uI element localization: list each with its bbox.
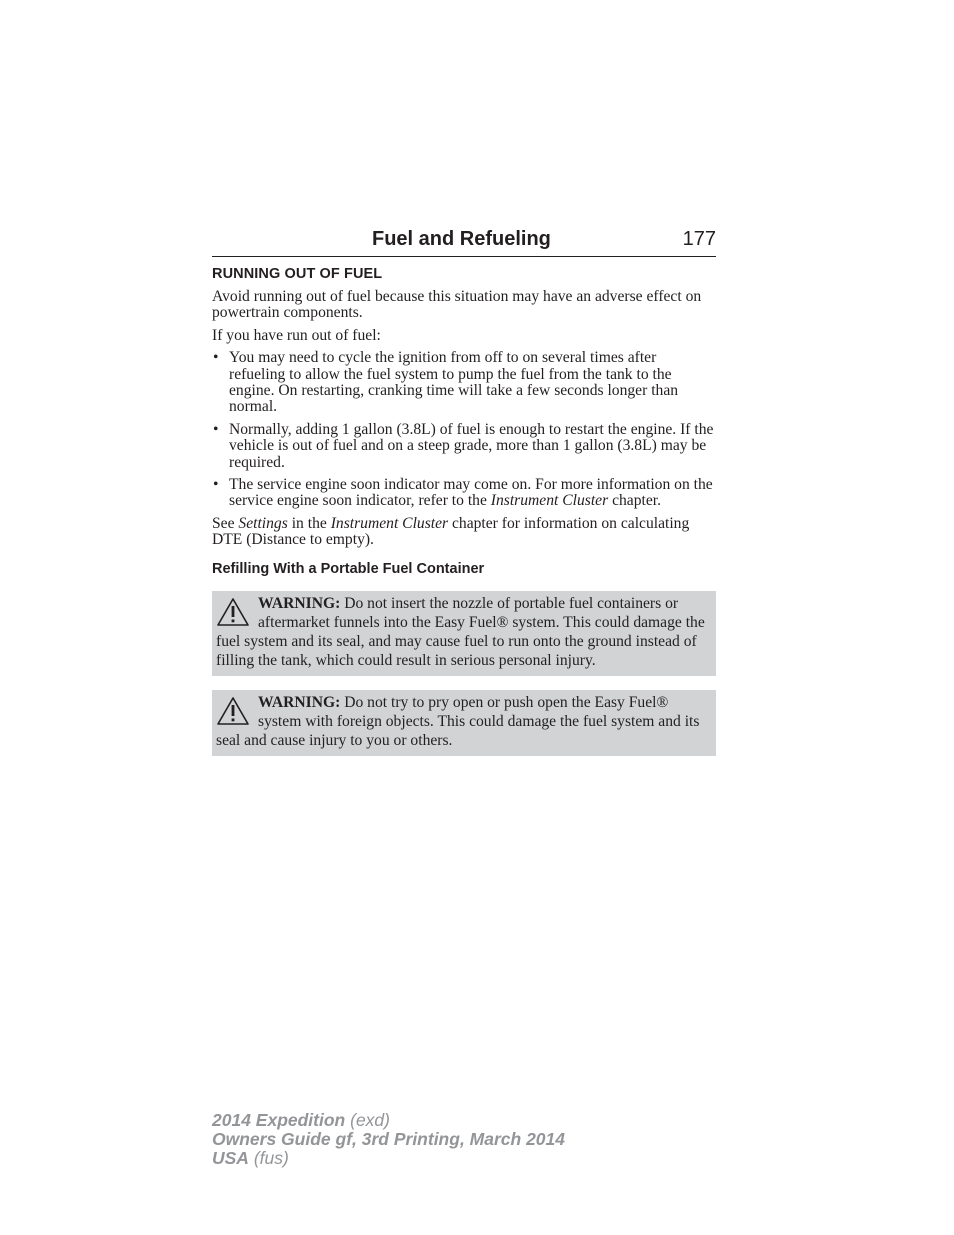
- bullet-list: [212, 350, 716, 510]
- subsection-heading-portable-container: Refilling With a Portable Fuel Container: [212, 560, 485, 577]
- chapter-reference: Instrument Cluster: [490, 492, 609, 510]
- warning-box: [212, 690, 716, 756]
- text-run: See: [212, 514, 239, 532]
- settings-reference: Settings: [238, 514, 288, 532]
- footer-model: 2014 Expedition: [212, 1110, 346, 1130]
- footer-line-model: [212, 1111, 565, 1130]
- chapter-reference: Instrument Cluster: [330, 514, 449, 532]
- list-item: [212, 477, 716, 510]
- warning-label: WARNING:: [258, 594, 341, 612]
- lead-in-paragraph: If you have run out of fuel:: [212, 326, 381, 344]
- warning-triangle-icon: [216, 597, 250, 627]
- footer-market-code: (fus): [248, 1148, 289, 1168]
- section-heading-running-out-of-fuel: RUNNING OUT OF FUEL: [212, 266, 383, 282]
- footer-line-market: [212, 1149, 565, 1168]
- warning-box: [212, 591, 716, 676]
- warning-text: Do not try to pry open or push open the Easy Fuel® system with foreign objects. This could damage the fuel system and its seal and cause injury to you or others.: [216, 693, 700, 749]
- chapter-title: Fuel and Refueling: [372, 228, 551, 250]
- page-header: [212, 228, 716, 257]
- bullet-text: chapter.: [608, 492, 661, 510]
- footer-model-code: (exd): [345, 1110, 390, 1130]
- see-also-paragraph: [212, 516, 716, 549]
- footer-line-printing: Owners Guide gf, 3rd Printing, March 2014: [212, 1129, 565, 1149]
- warning-triangle-icon: [216, 696, 250, 726]
- list-item: • You may need to cycle the ignition from off to on several times after refueling to allow the fuel system to pump the fuel from the tank to the engine. On restarting, cranking time will take a few seconds longer than normal.: [212, 350, 716, 416]
- intro-paragraph: Avoid running out of fuel because this situation may have an adverse effect on powertrain components.: [212, 288, 702, 322]
- page-content: [212, 228, 716, 770]
- warning-text: Do not insert the nozzle of portable fuel containers or aftermarket funnels into the Easy Fuel® system. This could damage the fuel system and its seal, and may cause fuel to run onto the ground instead of filling the tank, which could result in serious personal injury.: [216, 594, 705, 669]
- text-run: chapter for information on calculating DTE (Distance to empty).: [212, 514, 690, 549]
- bullet-text: The service engine soon indicator may come on. For more information on the service engine soon indicator, refer to the: [229, 476, 713, 510]
- page-footer: [212, 1111, 565, 1168]
- list-item: • Normally, adding 1 gallon (3.8L) of fuel is enough to restart the engine. If the vehicle is out of fuel and on a steep grade, more than 1 gallon (3.8L) may be required.: [212, 422, 716, 471]
- footer-market: USA: [212, 1148, 249, 1168]
- text-run: in the: [287, 514, 331, 532]
- warning-label: WARNING:: [258, 693, 341, 711]
- page-number: 177: [682, 228, 716, 250]
